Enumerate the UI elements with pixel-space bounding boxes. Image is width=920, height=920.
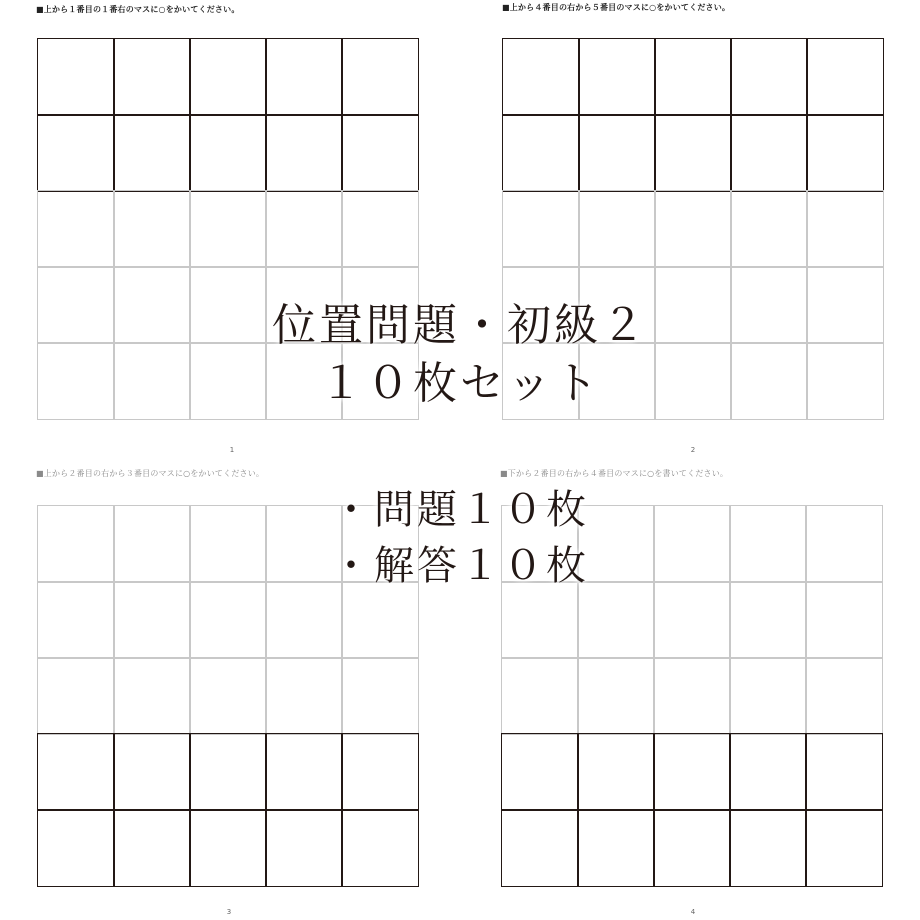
grid-cell[interactable]: [341, 733, 419, 811]
grid-cell[interactable]: [653, 809, 731, 887]
grid-cell[interactable]: [265, 581, 343, 659]
grid-cell[interactable]: [37, 114, 115, 192]
grid-cell[interactable]: [578, 38, 656, 116]
grid-cell[interactable]: [189, 657, 267, 735]
grid-cell[interactable]: [730, 190, 808, 268]
grid-cell[interactable]: [341, 38, 419, 116]
product-title-line1: 位置問題・初級２: [272, 300, 648, 351]
grid-cell[interactable]: [501, 733, 579, 811]
grid-cell[interactable]: [806, 114, 884, 192]
grid-cell[interactable]: [502, 38, 580, 116]
grid-cell[interactable]: [502, 190, 580, 268]
instruction-text: ■下から２番目の右から４番目のマスに○を書いてください。: [500, 469, 729, 478]
grid-cell[interactable]: [265, 114, 343, 192]
grid-cell[interactable]: [729, 733, 807, 811]
grid-cell[interactable]: [265, 38, 343, 116]
grid-cell[interactable]: [189, 38, 267, 116]
grid-cell[interactable]: [806, 38, 884, 116]
grid-cell[interactable]: [577, 657, 655, 735]
grid-cell[interactable]: [729, 809, 807, 887]
grid-cell[interactable]: [341, 114, 419, 192]
grid-cell[interactable]: [654, 190, 732, 268]
grid-cell[interactable]: [501, 581, 579, 659]
grid-cell[interactable]: [805, 581, 883, 659]
bullet-problems: ・問題１０枚: [331, 487, 589, 533]
grid-cell[interactable]: [265, 809, 343, 887]
grid-cell[interactable]: [37, 581, 115, 659]
grid-cell[interactable]: [113, 733, 191, 811]
grid-cell[interactable]: [189, 190, 267, 268]
grid-cell[interactable]: [113, 114, 191, 192]
grid-cell[interactable]: [501, 657, 579, 735]
grid-cell[interactable]: [37, 657, 115, 735]
page-number: 4: [690, 908, 696, 916]
page-number: 2: [690, 446, 696, 454]
grid-cell[interactable]: [37, 38, 115, 116]
grid-cell[interactable]: [805, 657, 883, 735]
grid-cell[interactable]: [265, 733, 343, 811]
grid-cell[interactable]: [654, 114, 732, 192]
grid-cell[interactable]: [37, 809, 115, 887]
grid-cell[interactable]: [730, 38, 808, 116]
grid-cell[interactable]: [805, 809, 883, 887]
grid-cell[interactable]: [502, 114, 580, 192]
instruction-text: ■上から４番目の右から５番目のマスに○をかいてください。: [502, 3, 731, 12]
grid-cell[interactable]: [501, 809, 579, 887]
bullet-answers: ・解答１０枚: [331, 543, 589, 589]
grid-cell[interactable]: [113, 809, 191, 887]
instruction-text: ■上から１番目の１番右のマスに○をかいてください。: [36, 5, 240, 14]
grid-cell[interactable]: [341, 809, 419, 887]
grid-cell[interactable]: [113, 581, 191, 659]
grid-cell[interactable]: [578, 114, 656, 192]
grid-cell[interactable]: [806, 190, 884, 268]
grid-cell[interactable]: [341, 190, 419, 268]
grid-cell[interactable]: [341, 581, 419, 659]
grid-cell[interactable]: [577, 733, 655, 811]
page-number: 1: [229, 446, 235, 454]
grid-cell[interactable]: [37, 733, 115, 811]
grid-cell[interactable]: [805, 733, 883, 811]
grid-cell[interactable]: [265, 190, 343, 268]
grid-cell[interactable]: [653, 657, 731, 735]
grid-cell[interactable]: [189, 733, 267, 811]
product-title-line2: １０枚セット: [319, 358, 601, 409]
grid-cell[interactable]: [653, 581, 731, 659]
grid-cell[interactable]: [577, 581, 655, 659]
grid-cell[interactable]: [189, 581, 267, 659]
page-number: 3: [226, 908, 232, 916]
grid-cell[interactable]: [730, 114, 808, 192]
grid-cell[interactable]: [729, 657, 807, 735]
grid-cell[interactable]: [578, 190, 656, 268]
grid-cell[interactable]: [113, 657, 191, 735]
grid-cell[interactable]: [37, 190, 115, 268]
grid-cell[interactable]: [729, 581, 807, 659]
grid-cell[interactable]: [341, 657, 419, 735]
grid-cell[interactable]: [189, 809, 267, 887]
grid-cell[interactable]: [113, 190, 191, 268]
grid-cell[interactable]: [654, 38, 732, 116]
grid-cell[interactable]: [265, 657, 343, 735]
grid-cell[interactable]: [653, 733, 731, 811]
instruction-text: ■上から２番目の右から３番目のマスに○をかいてください。: [36, 469, 265, 478]
grid-cell[interactable]: [577, 809, 655, 887]
grid-cell[interactable]: [189, 114, 267, 192]
grid-cell[interactable]: [113, 38, 191, 116]
